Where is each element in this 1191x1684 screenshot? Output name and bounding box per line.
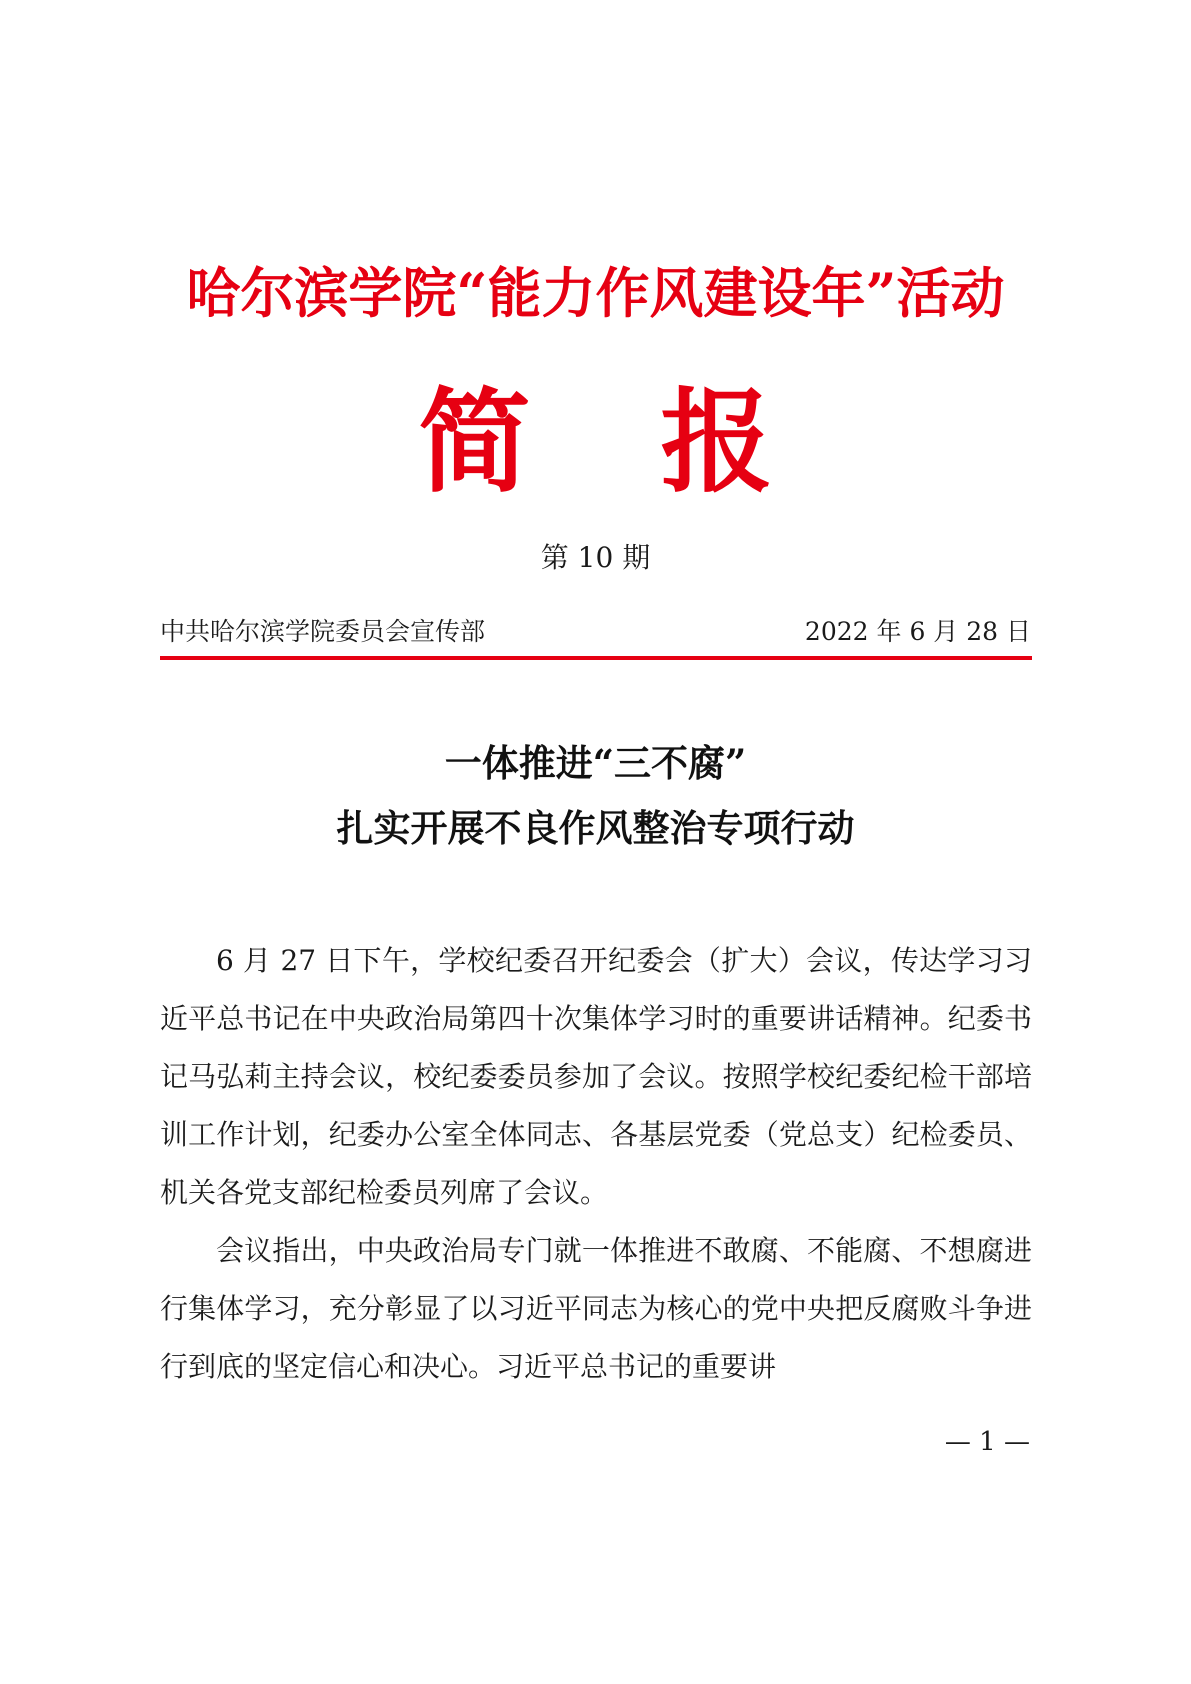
masthead-bulletin-char-2: 报 bbox=[660, 377, 773, 508]
red-divider bbox=[160, 656, 1032, 660]
publisher: 中共哈尔滨学院委员会宣传部 bbox=[160, 617, 486, 646]
article-title-line-1: 一体推进“三不腐” bbox=[444, 741, 747, 785]
issue-number: 第 10 期 bbox=[540, 541, 651, 574]
publish-date: 2022 年 6 月 28 日 bbox=[804, 617, 1031, 646]
meta-row bbox=[160, 612, 1031, 652]
masthead-bulletin-char-1: 简 bbox=[418, 377, 531, 508]
article-body bbox=[160, 932, 1032, 1396]
body-paragraph: 6 月 27 日下午，学校纪委召开纪委会（扩大）会议，传达学习习近平总书记在中央政治局第四十次集体学习时的重要讲话精神。纪委书记马弘莉主持会议，校纪委委员参加了会议。按照学校纪委纪检干部培训工作计划，纪委办公室全体同志、各基层党委（党总支）纪检委员、机关各党支部纪检委员列席了会议。 bbox=[160, 944, 1032, 1209]
page-number: — 1 — bbox=[944, 1427, 1030, 1457]
masthead-bulletin-label bbox=[140, 378, 1051, 508]
body-paragraph: 会议指出，中央政治局专门就一体推进不敢腐、不能腐、不想腐进行集体学习，充分彰显了以习近平同志为核心的党中央把反腐败斗争进行到底的坚定信心和决心。习近平总书记的重要讲 bbox=[160, 1234, 1032, 1383]
article-title-line-2: 扎实开展不良作风整治专项行动 bbox=[336, 806, 855, 850]
masthead-title: 哈尔滨学院“能力作风建设年”活动 bbox=[186, 261, 1005, 325]
